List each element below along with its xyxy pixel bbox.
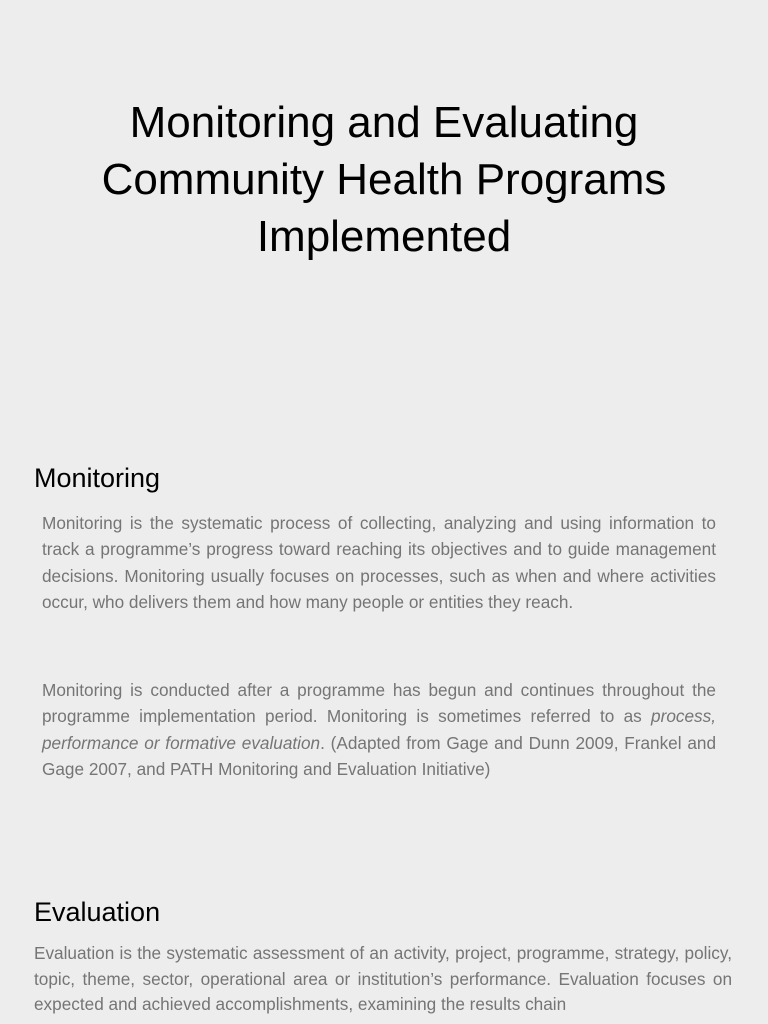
evaluation-paragraph-1: Evaluation is the systematic assessment of an activity, project, programme, strategy, policy, topic, theme, sector, operational area or institution’s performance. Evaluation focuses on expected and achieved accomplishments, examining the results chain — [34, 943, 732, 1015]
title-line-2: Community Health Programs — [101, 155, 667, 204]
monitoring-paragraph-2-text-a: Monitoring is conducted after a programme has begun and continues throughout the programme implementation period. Monitoring is sometimes referred to as — [42, 680, 716, 727]
monitoring-paragraph-2-text-b: . (Adapted from Gage and Dunn 2009, Frankel and Gage 2007, and PATH Monitoring and Evaluation Initiative) — [42, 732, 716, 780]
document-title — [0, 94, 768, 265]
monitoring-heading: Monitoring — [34, 463, 161, 493]
evaluation-heading: Evaluation — [34, 897, 161, 927]
title-line-3: Implemented — [256, 212, 512, 261]
monitoring-paragraph-2 — [42, 677, 716, 783]
title-line-1: Monitoring and Evaluating — [129, 98, 639, 147]
monitoring-paragraph-2-italic: process, performance or formative evaluation — [42, 706, 716, 753]
monitoring-paragraph-1: Monitoring is the systematic process of collecting, analyzing and using information to track a programme’s progress toward reaching its objectives and to guide management decisions. Monitoring usually focuses on processes, such as when and where activities occur, who delivers them and how many people or entities they reach. — [42, 513, 716, 613]
